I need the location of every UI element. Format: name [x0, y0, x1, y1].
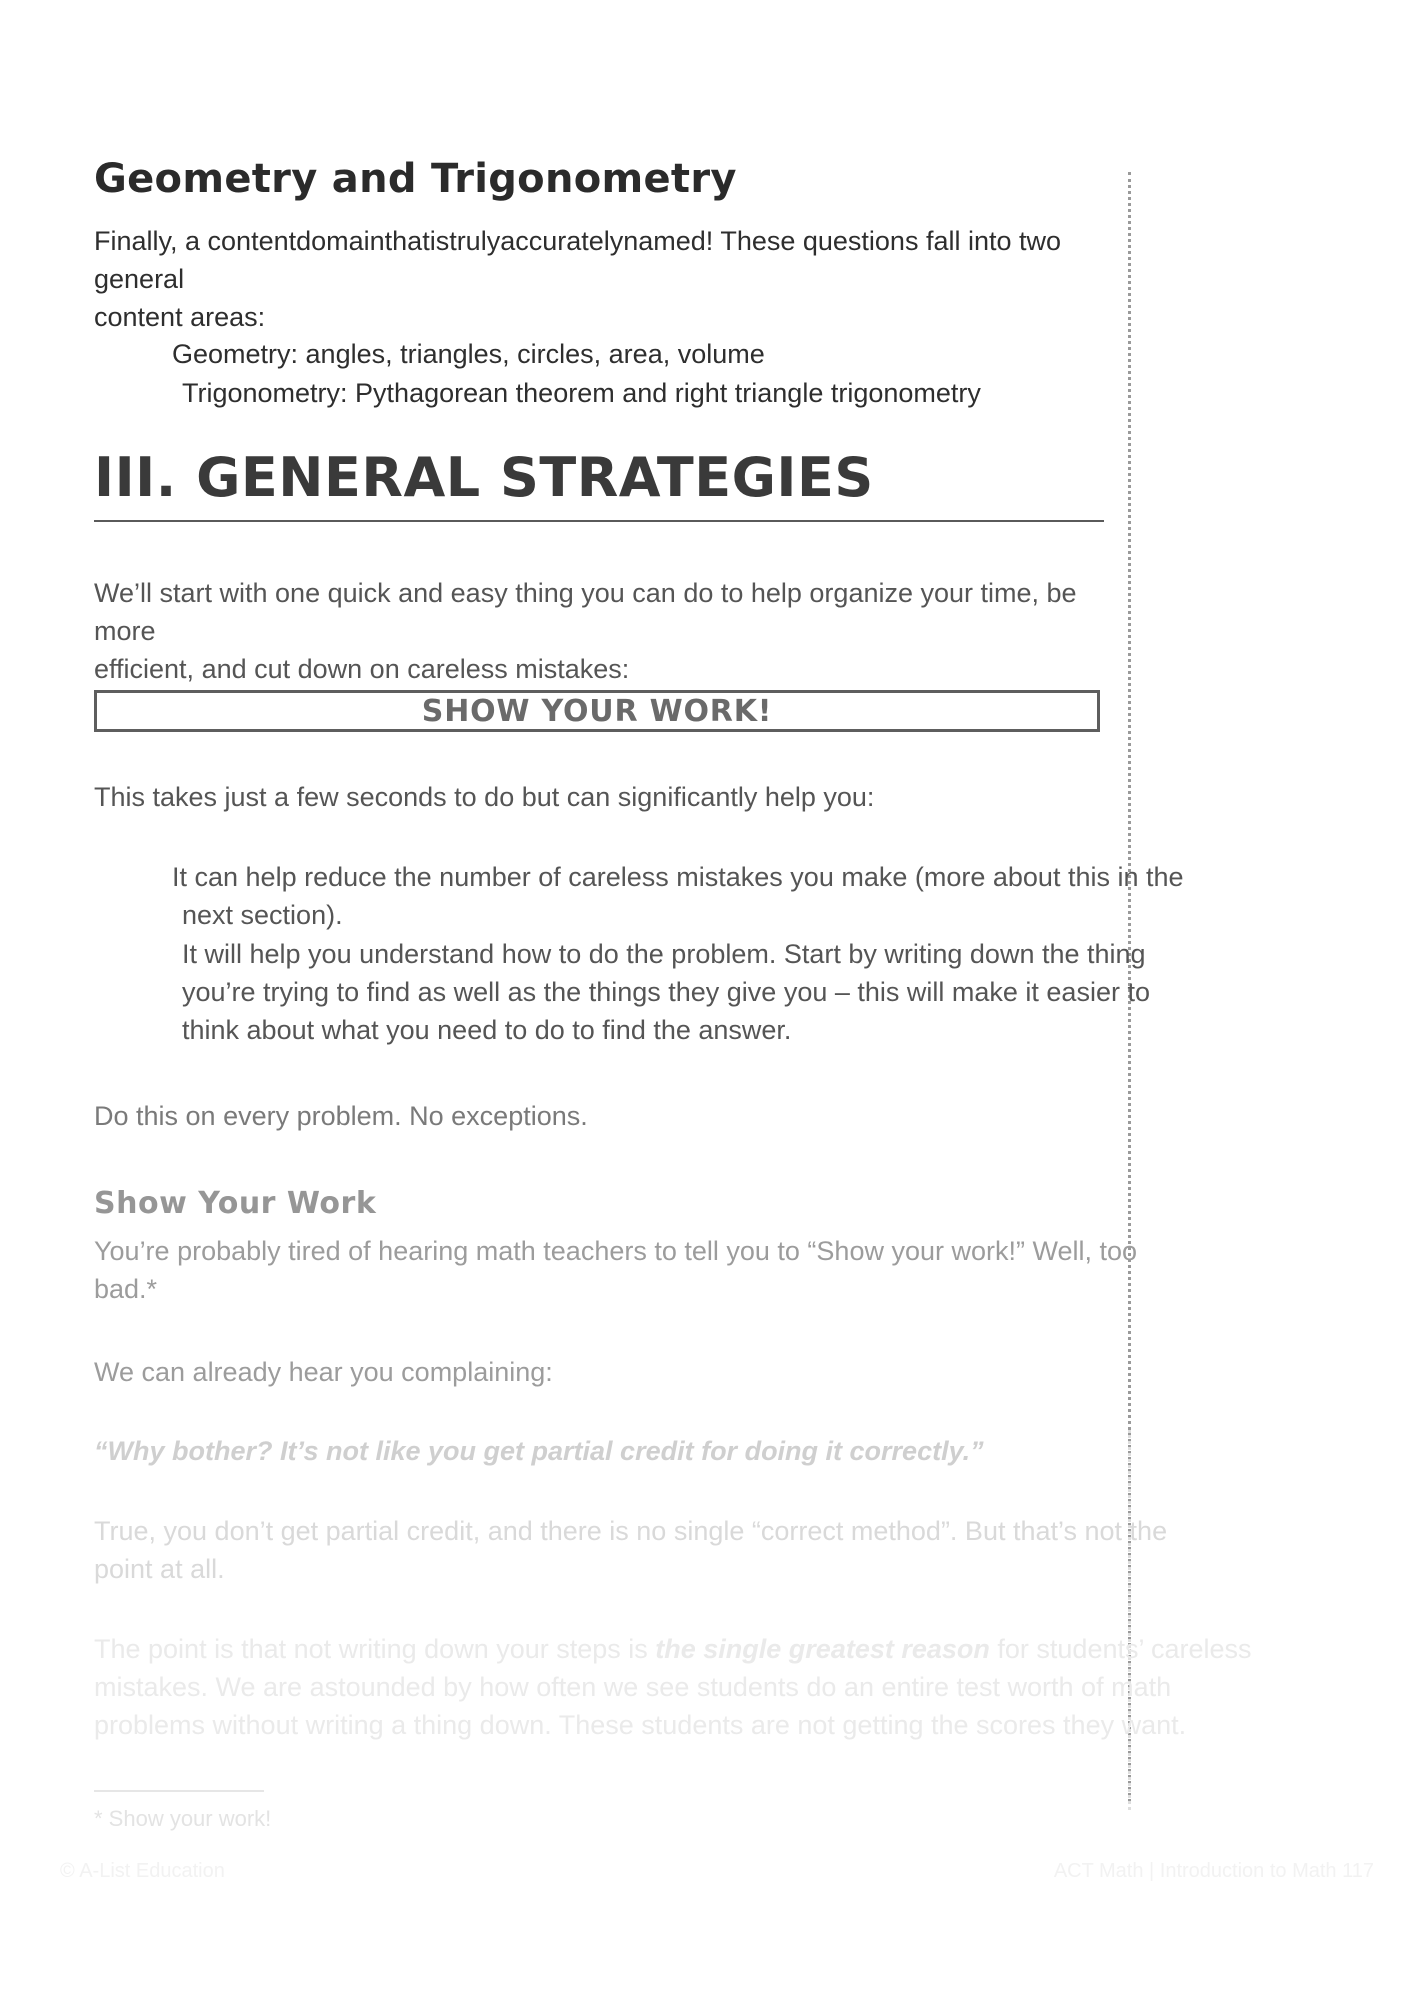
chapter-title: III. GENERAL STRATEGIES: [94, 446, 874, 509]
subheading-show-your-work: Show Your Work: [94, 1186, 377, 1221]
geometry-intro-line-1: Finally, a contentdomainthatistrulyaccuratelynamed! These questions fall into two general: [94, 226, 1062, 294]
syw-p2: We can already hear you complaining:: [94, 1357, 553, 1387]
benefit-1-line-1: It can help reduce the number of careless mistakes you make (more about this in the: [172, 862, 1184, 892]
chapter-intro: [94, 574, 1104, 688]
syw-p4-line-2: mistakes. We are astounded by how often we see students do an entire test worth of math: [94, 1672, 1172, 1702]
syw-p4-line-1-end: for students’ careless: [989, 1634, 1252, 1664]
syw-p4-line-1: [94, 1630, 1252, 1668]
section-heading-geometry: Geometry and Trigonometry: [94, 156, 737, 202]
syw-p1-line-2: bad.*: [94, 1274, 158, 1304]
every-problem-note: Do this on every problem. No exceptions.: [94, 1101, 588, 1131]
geometry-intro-line-2: content areas:: [94, 302, 266, 332]
syw-p3-line-2: point at all.: [94, 1554, 225, 1584]
margin-dotted-rule-faded: [1128, 1430, 1131, 1810]
callout-text: SHOW YOUR WORK!: [421, 694, 773, 729]
chapter-underline: [94, 520, 1104, 522]
syw-p3-line-1: True, you don’t get partial credit, and there is no single “correct method”. But that’s not the: [94, 1516, 1168, 1546]
show-your-work-callout-box: [94, 690, 1100, 732]
list-item-geometry: Geometry: angles, triangles, circles, area, volume: [172, 339, 765, 369]
benefit-2-line-3: think about what you need to do to find the answer.: [182, 1015, 792, 1045]
benefit-2-line-1: It will help you understand how to do the problem. Start by writing down the thing: [182, 939, 1146, 969]
footnote: * Show your work!: [94, 1806, 272, 1831]
syw-p1-line-1: You’re probably tired of hearing math teachers to tell you to “Show your work!” Well, too: [94, 1236, 1138, 1266]
footer-right: ACT Math | Introduction to Math 117: [1053, 1860, 1374, 1882]
syw-p4-emphasis: the single greatest reason: [655, 1634, 990, 1664]
benefit-intro: This takes just a few seconds to do but can significantly help you:: [94, 782, 875, 812]
syw-quote: “Why bother? It’s not like you get partial credit for doing it correctly.”: [94, 1436, 984, 1466]
benefit-1-line-2: next section).: [182, 900, 343, 930]
chapter-intro-line-1: We’ll start with one quick and easy thing you can do to help organize your time, be more: [94, 578, 1077, 646]
geometry-intro: [94, 222, 1104, 336]
footnote-divider: [94, 1790, 264, 1792]
list-item-trigonometry: Trigonometry: Pythagorean theorem and right triangle trigonometry: [182, 378, 981, 408]
syw-p4-line-3: problems without writing a thing down. These students are not getting the scores they want.: [94, 1710, 1187, 1740]
syw-p4-line-1-start: The point is that not writing down your steps is: [94, 1634, 656, 1664]
footer-left: © A-List Education: [60, 1860, 225, 1882]
benefit-2-line-2: you’re trying to find as well as the things they give you – this will make it easier to: [182, 977, 1150, 1007]
chapter-intro-line-2: efficient, and cut down on careless mistakes:: [94, 654, 630, 684]
